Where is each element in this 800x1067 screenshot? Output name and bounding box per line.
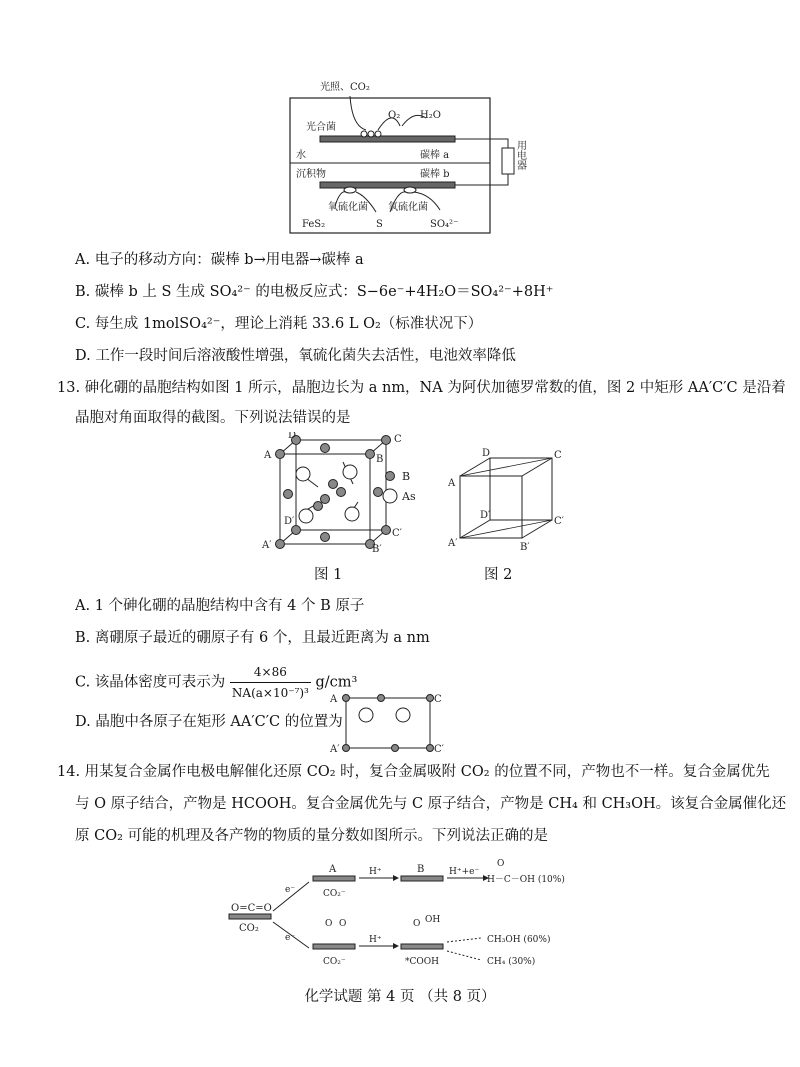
q12-option-a: A. 电子的移动方向：碳棒 b→用电器→碳棒 a <box>75 252 364 268</box>
q13-option-c: C. 该晶体密度可表示为 $\frac{4\times 86}{\text{NA(a×10⁻⁷)³}}$ g/cm³ <box>75 662 357 703</box>
figure-2-caption: 图 2 <box>484 567 513 583</box>
mechanism-figure <box>225 856 605 971</box>
h2o-label: H₂O <box>420 110 441 121</box>
svg-text:CH₃OH (60%): CH₃OH (60%) <box>487 935 551 945</box>
atom-legend <box>380 468 440 508</box>
rod-b <box>320 182 455 188</box>
svg-text:A′: A′ <box>330 744 340 755</box>
svg-text:*COOH: *COOH <box>405 957 439 967</box>
q14-stem-line2: 与 O 原子结合，产物是 HCOOH。复合金属优先与 C 原子结合，产物是 CH₄ 和 CH₃OH。该复合金属催化还 <box>75 796 787 812</box>
svg-text:D: D <box>482 448 491 459</box>
density-fraction: $\frac{4\times 86}{\text{NA(a×10⁻⁷)³}}$ <box>230 662 311 703</box>
svg-text:C′: C′ <box>392 528 402 539</box>
figure-1-caption: 图 1 <box>314 567 343 583</box>
svg-text:C: C <box>394 434 402 445</box>
svg-text:B′: B′ <box>372 544 382 555</box>
svg-text:CO₂: CO₂ <box>239 923 259 934</box>
svg-text:B′: B′ <box>520 542 530 553</box>
appliance-label: 用电器 <box>514 140 526 170</box>
svg-text:A: A <box>448 478 456 489</box>
legend-as: As <box>402 490 416 503</box>
svg-text:O: O <box>413 919 421 929</box>
q13-stem-line2: 晶胞对角面取得的截图。下列说法错误的是 <box>75 410 351 426</box>
svg-text:C: C <box>434 694 442 705</box>
s-label: S <box>376 219 383 230</box>
svg-text:A: A <box>330 694 338 705</box>
svg-text:H⁺: H⁺ <box>369 867 382 877</box>
svg-text:O: O <box>325 919 333 929</box>
light-co2-label: 光照、CO₂ <box>320 82 370 93</box>
svg-text:B: B <box>376 454 384 465</box>
svg-text:B: B <box>417 864 425 875</box>
svg-text:e⁻: e⁻ <box>285 885 296 895</box>
water-label: 水 <box>296 150 306 161</box>
svg-text:D′: D′ <box>480 510 491 521</box>
svg-text:D: D <box>288 432 297 441</box>
bacteria1-label: 氧硫化菌 <box>328 202 368 213</box>
svg-text:H⁺: H⁺ <box>369 935 382 945</box>
fes2-label: FeS₂ <box>302 219 326 230</box>
fuel-cell-figure <box>280 78 540 240</box>
legend-b: B <box>402 470 411 483</box>
svg-text:CO₂⁻: CO₂⁻ <box>323 957 346 967</box>
q14-stem-line3: 原 CO₂ 可能的机理及各产物的物质的量分数如图所示。下列说法正确的是 <box>75 828 549 844</box>
svg-text:C: C <box>554 450 562 461</box>
svg-text:OH: OH <box>425 915 441 925</box>
svg-text:CH₄ (30%): CH₄ (30%) <box>487 957 536 967</box>
bacteria2-label: 氧硫化菌 <box>388 202 428 213</box>
svg-text:H－C－OH (10%): H－C－OH (10%) <box>487 875 565 885</box>
rod-a-label: 碳棒 a <box>420 150 450 161</box>
q12-option-c: C. 每生成 1molSO₄²⁻，理论上消耗 33.6 L O₂（标准状况下） <box>75 316 483 332</box>
q14-stem-line1: 14. 用某复合金属作电极电解催化还原 CO₂ 时，复合金属吸附 CO₂ 的位置不同，产物也不一样。复合金属优先 <box>57 764 770 780</box>
svg-text:O=C=O: O=C=O <box>231 903 272 914</box>
q13-option-a: A. 1 个砷化硼的晶胞结构中含有 4 个 B 原子 <box>75 598 365 614</box>
rectangle-section-figure <box>328 688 448 758</box>
appliance-resistor <box>502 148 514 174</box>
svg-text:C′: C′ <box>554 516 564 527</box>
svg-text:C′: C′ <box>434 744 444 755</box>
phototroph-label: 光合菌 <box>306 122 336 133</box>
cube-figure-2 <box>442 446 572 556</box>
svg-text:A′: A′ <box>448 538 458 549</box>
rod-a <box>320 136 455 142</box>
o2-label: O₂ <box>388 110 401 121</box>
svg-text:D′: D′ <box>284 516 295 527</box>
so4-label: SO₄²⁻ <box>430 219 459 230</box>
q13-option-d: D. 晶胞中各原子在矩形 AA′C′C 的位置为 <box>75 714 343 730</box>
rod-b-label: 碳棒 b <box>420 169 450 180</box>
svg-text:A: A <box>329 864 337 875</box>
q12-option-d: D. 工作一段时间后溶液酸性增强，氧硫化菌失去活性，电池效率降低 <box>75 348 516 364</box>
svg-text:O: O <box>339 919 347 929</box>
q13-option-b: B. 离硼原子最近的硼原子有 6 个，且最近距离为 a nm <box>75 630 430 646</box>
svg-text:H⁺+e⁻: H⁺+e⁻ <box>449 867 480 877</box>
q12-option-b: B. 碳棒 b 上 S 生成 SO₄²⁻ 的电极反应式：S−6e⁻+4H₂O＝SO₄²⁻+8H⁺ <box>75 284 554 300</box>
sediment-label: 沉积物 <box>296 169 326 180</box>
q13-stem-line1: 13. 砷化硼的晶胞结构如图 1 所示，晶胞边长为 a nm，NA 为阿伏加德罗常数的值，图 2 中矩形 AA′C′C 是沿着 <box>57 380 786 396</box>
svg-text:A′: A′ <box>262 540 272 551</box>
page-footer: 化学试题 第 4 页 （共 8 页） <box>304 989 496 1005</box>
svg-text:e⁻: e⁻ <box>285 933 296 943</box>
svg-text:O: O <box>497 859 505 869</box>
svg-text:A: A <box>264 450 272 461</box>
svg-text:CO₂⁻: CO₂⁻ <box>323 889 346 899</box>
